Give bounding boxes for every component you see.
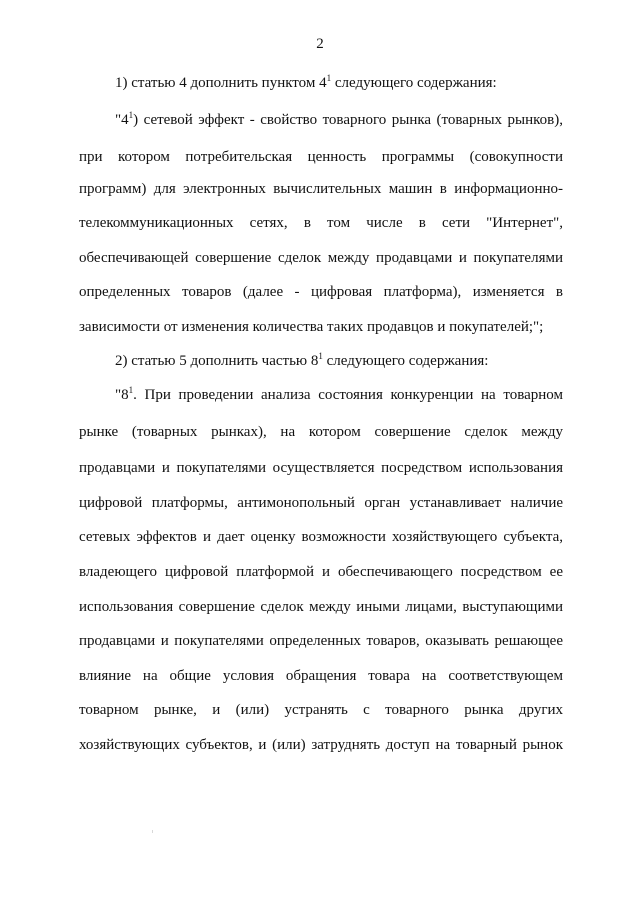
page-number: 2 xyxy=(316,36,324,52)
item-2-quote-start xyxy=(115,386,563,404)
paragraph-line: товарном рынке, и (или) устранять с товарного рынка других xyxy=(79,702,563,718)
paragraph-line: определенных товаров (далее - цифровая платформа), изменяется в xyxy=(79,284,563,300)
item-1-intro-tail: следующего содержания: xyxy=(331,75,497,91)
item-2-quote-rest: . При проведении анализа состояния конкуренции на товарном xyxy=(133,387,563,403)
paragraph-line: телекоммуникационных сетях, в том числе в сети "Интернет", xyxy=(79,215,563,231)
paragraph-line: программ) для электронных вычислительных машин в информационно- xyxy=(79,181,563,197)
scan-speck xyxy=(152,830,153,833)
paragraph-line: при котором потребительская ценность программы (совокупности xyxy=(79,149,563,165)
paragraph-line: владеющего цифровой платформой и обеспечивающего посредством ее xyxy=(79,564,563,580)
item-1-intro-text: 1) статью 4 дополнить пунктом 4 xyxy=(115,75,327,91)
item-2-intro-superscript: 1 xyxy=(318,351,323,361)
item-2-quote-superscript: 1 xyxy=(128,385,134,395)
item-1-intro-superscript: 1 xyxy=(326,73,332,83)
item-2-intro-text: 2) статью 5 дополнить частью 8 xyxy=(115,353,319,369)
paragraph-line: обеспечивающей совершение сделок между продавцами и покупателями xyxy=(79,250,563,266)
item-2-quote-open: "8 xyxy=(115,387,129,403)
item-1-quote-start xyxy=(115,111,563,129)
item-2-intro-tail: следующего содержания: xyxy=(322,353,489,369)
item-1-quote-rest: ) сетевой эффект - свойство товарного рынка (товарных рынков), xyxy=(133,112,563,128)
item-1-quote-open: "4 xyxy=(115,112,129,128)
item-1-intro xyxy=(115,74,497,92)
paragraph-line: влияние на общие условия обращения товара на соответствующем xyxy=(79,668,563,684)
paragraph-line: продавцами и покупателями осуществляется посредством использования xyxy=(79,460,563,476)
paragraph-line: хозяйствующих субъектов, и (или) затруднять доступ на товарный рынок xyxy=(79,737,563,753)
paragraph-line: зависимости от изменения количества таких продавцов и покупателей;"; xyxy=(79,319,544,335)
paragraph-line: сетевых эффектов и дает оценку возможности хозяйствующего субъекта, xyxy=(79,529,563,545)
paragraph-line: цифровой платформы, антимонопольный орган устанавливает наличие xyxy=(79,495,563,511)
item-1-quote-superscript: 1 xyxy=(128,110,134,120)
item-2-intro xyxy=(115,352,488,370)
paragraph-line: использования совершение сделок между иными лицами, выступающими xyxy=(79,599,563,615)
paragraph-line: продавцами и покупателями определенных товаров, оказывать решающее xyxy=(79,633,563,649)
paragraph-line: рынке (товарных рынках), на котором совершение сделок между xyxy=(79,424,563,440)
